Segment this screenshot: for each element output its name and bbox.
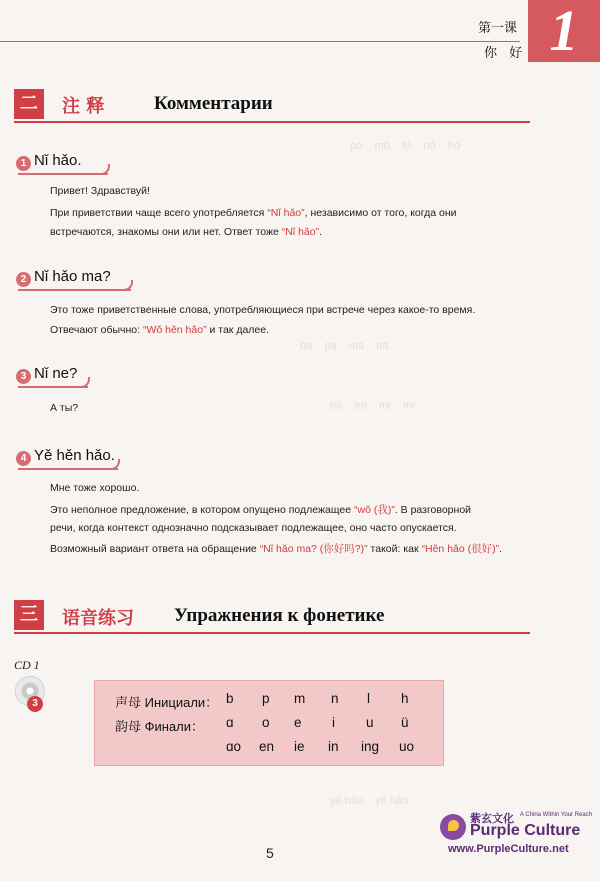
phrase-underline-hook <box>109 459 120 470</box>
phrase-underline <box>18 173 108 175</box>
section-title-ru: Комментарии <box>154 93 273 114</box>
explanation-line: Возможный вариант ответа на обращение “Nǐ hǎo ma? (你好吗?)” такой: как “Hěn hǎo (很好)”. <box>50 543 503 555</box>
final: i <box>332 715 335 730</box>
explanation-line: Это тоже приветственные слова, употребляющиеся при встрече через какое-то время. <box>50 304 476 316</box>
initial: b <box>226 691 234 706</box>
final: u <box>366 715 374 730</box>
section-number: 二 <box>14 89 44 119</box>
initial: m <box>294 691 306 706</box>
watermark-tagline: A China Within Your Reach <box>520 812 593 818</box>
phrase-underline-hook <box>79 377 90 388</box>
final: ɑ <box>226 715 234 730</box>
final: uo <box>399 739 415 754</box>
item-phrase: Yě hěn hǎo. <box>34 447 115 464</box>
section-title-zh: 注 释 <box>62 96 105 117</box>
initial: n <box>331 691 339 706</box>
phrase-underline <box>18 289 131 291</box>
lesson-label: 第一课 <box>478 21 518 36</box>
final: o <box>262 715 270 730</box>
section-number: 三 <box>14 600 44 630</box>
explanation-line: встречаются, знакомы они или нет. Ответ тоже “Nǐ hǎo”. <box>50 226 323 238</box>
explanation-line: Привет! Здравствуй! <box>50 185 150 197</box>
item-phrase: Nǐ hǎo. <box>34 152 82 169</box>
watermark-name: Purple Culture <box>470 822 581 839</box>
final: e <box>294 715 302 730</box>
explanation-line: Отвечают обычно: “Wǒ hěn hǎo” и так далее. <box>50 324 270 336</box>
section-rule <box>14 121 530 123</box>
purple-culture-logo-icon <box>440 814 466 840</box>
finals-label: 韵母 Финали： <box>115 719 205 734</box>
final: ie <box>294 739 305 754</box>
cd-label: CD 1 <box>14 658 40 672</box>
initial: h <box>401 691 409 706</box>
page-number: 5 <box>266 845 274 861</box>
item-number: 3 <box>16 369 31 384</box>
final: ing <box>361 739 380 754</box>
pinyin-box <box>94 680 444 766</box>
explanation-line: Это неполное предложение, в котором опущено подлежащее “wǒ (我)”. В разговорной <box>50 504 472 516</box>
phrase-underline <box>18 468 118 470</box>
item-phrase: Nǐ hǎo ma? <box>34 268 111 285</box>
section-title-ru: Упражнения к фонетике <box>174 605 385 626</box>
explanation-line: речи, когда контекст однозначно подсказывает подлежащее, оно часто опускается. <box>50 522 457 534</box>
watermark-url: www.PurpleCulture.net <box>448 843 569 855</box>
initials-label: 声母 Инициали： <box>115 695 219 710</box>
bleed-through: pó mó fó nó hó <box>350 140 461 152</box>
explanation-line: Мне тоже хорошо. <box>50 482 140 494</box>
phrase-underline-hook <box>99 164 110 175</box>
initial: l <box>367 691 370 706</box>
lesson-title: 你 好 <box>484 46 527 61</box>
final: en <box>259 739 275 754</box>
item-number: 2 <box>16 272 31 287</box>
explanation-line: А ты? <box>50 402 79 414</box>
section-title-zh: 语音练习 <box>62 608 134 629</box>
watermark-zh: 紫玄文化 <box>470 813 514 825</box>
initial: p <box>262 691 270 706</box>
final: in <box>328 739 339 754</box>
item-phrase: Nǐ ne? <box>34 365 78 382</box>
phrase-underline <box>18 386 88 388</box>
final: ü <box>401 715 409 730</box>
final: ɑo <box>226 739 242 754</box>
item-number: 4 <box>16 451 31 466</box>
phrase-underline-hook <box>122 280 133 291</box>
bleed-through: yě hǎo yě hǎo <box>330 795 409 807</box>
bleed-through: ba pa ma na <box>300 340 389 352</box>
explanation-line: При приветствии чаще всего употребляется “Nǐ hǎo”, независимо от того, когда они <box>50 207 457 219</box>
bleed-through: mí mì mǐ mi <box>330 400 415 412</box>
lesson-number: 1 <box>528 0 600 62</box>
item-number: 1 <box>16 156 31 171</box>
header-rule <box>0 41 520 42</box>
section-rule <box>14 632 530 634</box>
cd-track-badge: 3 <box>27 696 43 712</box>
